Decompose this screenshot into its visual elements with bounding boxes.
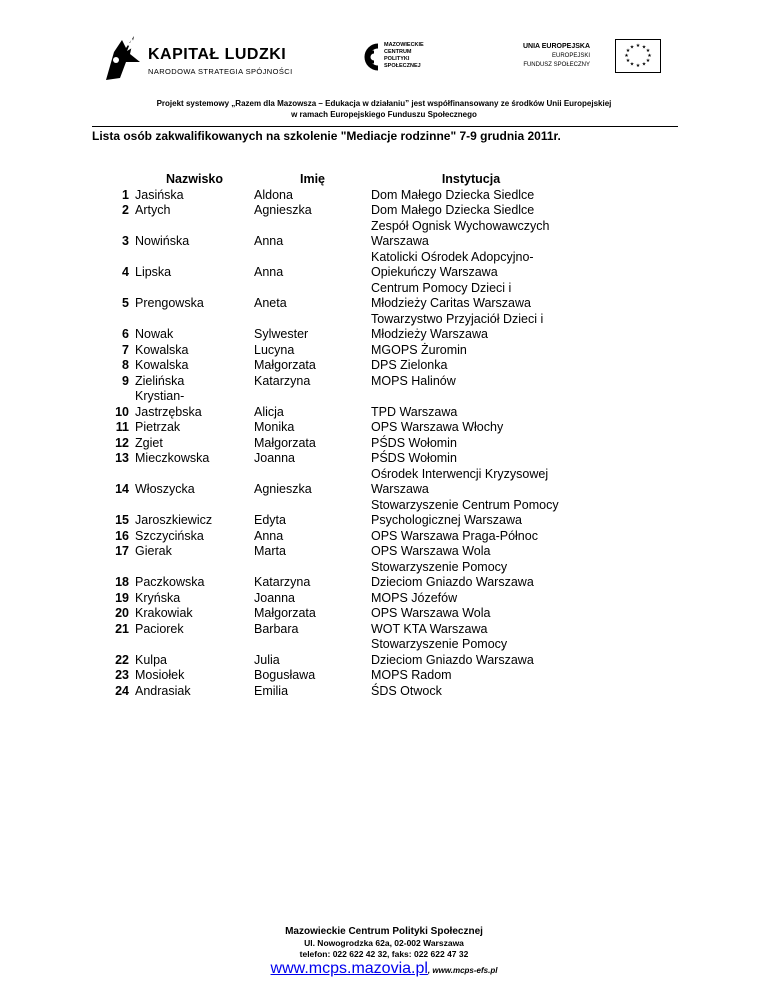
row-number (70, 622, 135, 638)
participants-table (70, 172, 571, 699)
row-institution-line: Psychologicznej Warszawa (371, 513, 522, 527)
row-number (70, 420, 135, 436)
row-institution-line: PŚDS Wołomin (371, 451, 457, 465)
row-surname-line: Szczycińska (135, 528, 204, 543)
mcps-logo (358, 42, 478, 82)
eu-fund-label-1: EUROPEJSKI (551, 53, 590, 59)
row-institution-line: Ośrodek Interwencji Kryzysowej (371, 466, 549, 481)
row-institution-line: PŚDS Wołomin (371, 435, 457, 450)
row-firstname-line: Joanna (254, 590, 296, 605)
table-row (70, 312, 571, 343)
row-number-line: 14 (115, 482, 129, 496)
table-row (70, 436, 571, 452)
row-number-line: 21 (115, 621, 129, 636)
row-institution-line: Zespół Ognisk Wychowawczych (371, 218, 550, 233)
row-institution (371, 312, 571, 343)
row-surname (135, 281, 254, 312)
row-number (70, 374, 135, 390)
row-firstname (254, 250, 371, 281)
row-number-line: 1 (122, 187, 129, 202)
row-surname-line: Prengowska (135, 296, 204, 310)
efs-website-link[interactable]: www.mcps-efs.pl (430, 966, 498, 975)
row-firstname (254, 420, 371, 436)
row-institution-line: Stowarzyszenie Centrum Pomocy (371, 497, 559, 512)
row-firstname (254, 467, 371, 498)
row-institution-line: Młodzieży Caritas Warszawa (371, 296, 531, 310)
row-number (70, 467, 135, 498)
row-firstname-line: Agnieszka (254, 203, 312, 217)
row-institution-line: Dom Małego Dziecka Siedlce (371, 187, 535, 202)
row-number-line: 7 (122, 342, 129, 357)
row-surname (135, 668, 254, 684)
row-surname-line: Zgiet (135, 435, 163, 450)
svg-text:★: ★ (625, 48, 631, 54)
kapital-ludzki-logo (100, 32, 300, 92)
row-institution (371, 451, 571, 467)
row-number-line: 6 (122, 327, 129, 341)
row-number-line: 23 (115, 668, 129, 682)
project-line-2: w ramach Europejskiego Funduszu Społecznego (291, 110, 477, 119)
row-number (70, 591, 135, 607)
row-institution (371, 498, 571, 529)
row-surname-line: Mieczkowska (135, 451, 210, 465)
table-row (70, 467, 571, 498)
table-row (70, 529, 571, 545)
kapital-ludzki-subtitle: NARODOWA STRATEGIA SPÓJNOŚCI (148, 67, 293, 76)
row-number (70, 451, 135, 467)
row-institution-line: Warszawa (371, 234, 429, 248)
row-number-line: 16 (115, 528, 129, 543)
row-firstname-line: Agnieszka (254, 482, 312, 496)
row-institution-line: Młodzieży Warszawa (371, 327, 488, 341)
project-info (0, 98, 768, 120)
row-institution-line: Dzieciom Gniazdo Warszawa (371, 652, 534, 667)
row-surname (135, 219, 254, 250)
row-surname (135, 250, 254, 281)
row-institution (371, 436, 571, 452)
footer (0, 925, 768, 978)
row-number (70, 389, 135, 420)
row-firstname-line: Małgorzata (254, 435, 316, 450)
row-number-line: 13 (115, 451, 129, 465)
row-surname (135, 358, 254, 374)
row-number (70, 203, 135, 219)
table-row (70, 389, 571, 420)
row-firstname-line: Lucyna (254, 342, 295, 357)
row-number (70, 498, 135, 529)
table-row (70, 668, 571, 684)
row-surname (135, 436, 254, 452)
table-row (70, 343, 571, 359)
mcps-line: POLITYKI (384, 56, 410, 62)
row-firstname (254, 312, 371, 343)
row-surname (135, 312, 254, 343)
row-institution (371, 358, 571, 374)
svg-text:★: ★ (647, 53, 652, 59)
row-number-line: 3 (122, 234, 129, 248)
row-institution-line: Stowarzyszenie Pomocy (371, 559, 508, 574)
row-number (70, 343, 135, 359)
row-surname-line: Krakowiak (135, 606, 193, 620)
row-surname-line: Zielińska (135, 373, 185, 388)
header-logos (0, 20, 768, 90)
row-surname-line: Mosiołek (135, 668, 185, 682)
table-row (70, 498, 571, 529)
row-number-line: 10 (115, 404, 129, 419)
row-number (70, 544, 135, 560)
eu-logo-text (523, 42, 590, 70)
row-institution (371, 389, 571, 420)
table-row (70, 420, 571, 436)
row-institution-line: OPS Warszawa Wola (371, 544, 491, 558)
row-number (70, 529, 135, 545)
mcps-line: CENTRUM (384, 49, 412, 55)
row-surname (135, 544, 254, 560)
row-number-line: 9 (122, 373, 129, 388)
svg-text:★: ★ (635, 43, 641, 49)
row-surname (135, 203, 254, 219)
row-surname (135, 188, 254, 204)
row-firstname (254, 358, 371, 374)
table-header-row (70, 172, 571, 188)
row-surname-line: Gierak (135, 544, 172, 558)
row-institution-line: MOPS Halinów (371, 373, 456, 388)
row-institution (371, 203, 571, 219)
row-institution (371, 560, 571, 591)
row-surname-line: Jasińska (135, 187, 184, 202)
row-firstname (254, 668, 371, 684)
row-firstname-line: Monika (254, 420, 295, 434)
link-separator: , (427, 966, 431, 975)
row-institution (371, 374, 571, 390)
row-institution (371, 281, 571, 312)
row-institution (371, 591, 571, 607)
row-institution (371, 420, 571, 436)
row-firstname-line: Katarzyna (254, 373, 311, 388)
row-institution (371, 668, 571, 684)
row-number-line: 24 (115, 683, 129, 698)
row-surname-line: Kryńska (135, 590, 181, 605)
row-number (70, 250, 135, 281)
table-row (70, 451, 571, 467)
project-line-1: Projekt systemowy „Razem dla Mazowsza – Edukacja w działaniu” jest współfinansowany ze środków Unii Europejskiej (156, 99, 612, 108)
row-firstname (254, 451, 371, 467)
row-number-line: 4 (122, 265, 129, 279)
row-firstname-line: Anna (254, 234, 284, 248)
row-number-line: 17 (115, 544, 129, 558)
row-surname-line: Paciorek (135, 621, 184, 636)
row-firstname (254, 560, 371, 591)
row-firstname (254, 436, 371, 452)
row-number-line: 19 (115, 590, 129, 605)
kapital-ludzki-emblem-icon (100, 32, 144, 82)
row-institution-line: Katolicki Ośrodek Adopcyjno- (371, 249, 534, 264)
row-surname-line: Andrasiak (135, 683, 191, 698)
row-surname-line: Artych (135, 203, 171, 217)
row-surname (135, 498, 254, 529)
row-number-line: 8 (122, 358, 129, 372)
row-institution-line: Dzieciom Gniazdo Warszawa (371, 575, 534, 589)
row-surname-line: Paczkowska (135, 575, 205, 589)
eu-logo (522, 42, 670, 82)
row-institution-line: Dom Małego Dziecka Siedlce (371, 203, 535, 217)
row-institution-line: TPD Warszawa (371, 404, 458, 419)
row-number (70, 358, 135, 374)
row-firstname-line: Bogusława (254, 668, 316, 682)
row-firstname (254, 203, 371, 219)
row-firstname-line: Aneta (254, 296, 287, 310)
row-number-line: 2 (122, 203, 129, 217)
mcps-emblem-icon (358, 42, 382, 72)
row-number (70, 281, 135, 312)
row-number-line: 22 (115, 652, 129, 667)
row-institution-line: WOT KTA Warszawa (371, 621, 488, 636)
row-institution (371, 188, 571, 204)
footer-org: Mazowieckie Centrum Polityki Społecznej (285, 926, 483, 937)
header-surname: Nazwisko (166, 172, 223, 186)
table-row (70, 544, 571, 560)
row-firstname (254, 529, 371, 545)
row-firstname-line: Sylwester (254, 327, 309, 341)
document-title: Lista osób zakwalifikowanych na szkolenie "Mediacje rodzinne" 7-9 grudnia 2011r. (92, 129, 561, 143)
row-surname-line: Kowalska (135, 358, 189, 372)
row-firstname-line: Aldona (254, 187, 293, 202)
row-institution-line: Stowarzyszenie Pomocy (371, 637, 508, 651)
row-number-line: 20 (115, 606, 129, 620)
row-institution-line: MOPS Radom (371, 668, 452, 682)
svg-text:★: ★ (625, 58, 631, 64)
row-surname (135, 637, 254, 668)
row-surname (135, 451, 254, 467)
table-row (70, 591, 571, 607)
row-number (70, 606, 135, 622)
row-firstname-line: Joanna (254, 451, 296, 465)
svg-text:★: ★ (629, 61, 635, 68)
eu-union-label: UNIA EUROPEJSKA (522, 43, 590, 50)
mcps-line: MAZOWIECKIE (384, 42, 424, 48)
row-firstname (254, 637, 371, 668)
row-institution (371, 467, 571, 498)
row-surname-line: Lipska (135, 265, 172, 279)
row-firstname (254, 188, 371, 204)
row-firstname (254, 281, 371, 312)
table-row (70, 622, 571, 638)
row-surname (135, 684, 254, 700)
row-firstname-line: Anna (254, 265, 284, 279)
table-row (70, 188, 571, 204)
row-surname-line: Włoszycka (135, 482, 195, 496)
row-surname (135, 606, 254, 622)
row-surname (135, 622, 254, 638)
row-number (70, 684, 135, 700)
row-surname (135, 560, 254, 591)
row-surname (135, 420, 254, 436)
row-surname-line: Jastrzębska (135, 404, 202, 419)
row-firstname (254, 219, 371, 250)
row-surname (135, 467, 254, 498)
row-surname (135, 374, 254, 390)
row-institution (371, 250, 571, 281)
row-number (70, 637, 135, 668)
footer-phone: telefon: 022 622 42 32, faks: 022 622 47 32 (299, 949, 469, 959)
row-surname-line: Kowalska (135, 342, 189, 357)
mcps-logo-text (384, 42, 424, 70)
row-surname-line: Jaroszkiewicz (135, 513, 213, 527)
row-institution-line: OPS Warszawa Włochy (371, 420, 504, 434)
kapital-ludzki-title: KAPITAŁ LUDZKI (148, 46, 287, 63)
row-institution-line: Opiekuńczy Warszawa (371, 265, 498, 279)
row-firstname (254, 374, 371, 390)
svg-text:★: ★ (641, 44, 647, 51)
row-firstname-line: Katarzyna (254, 575, 311, 589)
eu-fund-label-2: FUNDUSZ SPOŁECZNY (523, 62, 590, 68)
row-firstname (254, 606, 371, 622)
row-number (70, 436, 135, 452)
row-institution (371, 529, 571, 545)
row-institution-line: Warszawa (371, 482, 429, 496)
row-firstname-line: Małgorzata (254, 606, 316, 620)
table-row (70, 684, 571, 700)
table-row (70, 219, 571, 250)
row-number (70, 312, 135, 343)
row-institution-line: ŚDS Otwock (371, 683, 442, 698)
row-surname (135, 529, 254, 545)
row-surname-line: Pietrzak (135, 420, 181, 434)
row-number (70, 668, 135, 684)
row-firstname-line: Anna (254, 528, 284, 543)
row-institution (371, 622, 571, 638)
header-nr (70, 172, 135, 188)
table-row (70, 606, 571, 622)
row-institution-line: MOPS Józefów (371, 590, 458, 605)
row-number-line: 15 (115, 513, 129, 527)
row-firstname-line: Edyta (254, 513, 286, 527)
row-firstname-line: Emilia (254, 683, 289, 698)
table-row (70, 637, 571, 668)
row-firstname-line: Alicja (254, 404, 284, 419)
row-firstname (254, 544, 371, 560)
row-surname-line: Nowak (135, 327, 174, 341)
row-institution (371, 637, 571, 668)
row-firstname (254, 498, 371, 529)
row-surname (135, 343, 254, 359)
row-firstname-line: Barbara (254, 621, 299, 636)
header-divider (92, 126, 678, 127)
row-firstname (254, 591, 371, 607)
row-institution (371, 684, 571, 700)
row-firstname (254, 343, 371, 359)
footer-address: Ul. Nowogrodzka 62a, 02-002 Warszawa (304, 938, 464, 948)
row-institution-line: OPS Warszawa Praga-Północ (371, 528, 538, 543)
row-surname-line: Nowińska (135, 234, 190, 248)
header-institution: Instytucja (441, 172, 501, 186)
svg-text:★: ★ (624, 53, 629, 59)
row-firstname-line: Julia (254, 652, 280, 667)
svg-text:★: ★ (641, 61, 647, 68)
row-institution-line: DPS Zielonka (371, 358, 448, 372)
table-row (70, 281, 571, 312)
table-row (70, 374, 571, 390)
svg-text:★: ★ (635, 63, 641, 69)
row-number (70, 219, 135, 250)
row-firstname (254, 389, 371, 420)
svg-text:★: ★ (645, 58, 651, 64)
row-number (70, 560, 135, 591)
table-row (70, 560, 571, 591)
row-surname (135, 389, 254, 420)
row-number-line: 11 (115, 420, 129, 434)
row-institution (371, 343, 571, 359)
eu-flag-icon (615, 39, 661, 73)
row-institution (371, 544, 571, 560)
svg-text:★: ★ (629, 44, 635, 51)
footer-links (0, 960, 768, 978)
table-row (70, 203, 571, 219)
row-firstname-line: Marta (254, 544, 286, 558)
row-institution-line: OPS Warszawa Wola (371, 606, 491, 620)
row-firstname-line: Małgorzata (254, 358, 316, 372)
row-surname-line: Krystian- (135, 389, 185, 403)
row-number-line: 18 (115, 575, 129, 589)
row-firstname (254, 622, 371, 638)
table-row (70, 250, 571, 281)
row-number-line: 5 (122, 296, 129, 310)
row-institution-line: MGOPS Żuromin (371, 342, 467, 357)
row-surname-line: Kulpa (135, 652, 167, 667)
svg-text:★: ★ (645, 48, 651, 54)
row-institution-line: Centrum Pomocy Dzieci i (371, 280, 512, 295)
row-institution (371, 219, 571, 250)
row-firstname (254, 684, 371, 700)
table-row (70, 358, 571, 374)
header-firstname: Imię (299, 172, 325, 186)
row-institution (371, 606, 571, 622)
mcps-line: SPOŁECZNEJ (384, 63, 421, 69)
row-number (70, 188, 135, 204)
website-link[interactable]: www.mcps.mazovia.pl (270, 960, 428, 977)
row-institution-line: Towarzystwo Przyjaciół Dzieci i (371, 311, 544, 326)
row-surname (135, 591, 254, 607)
row-number-line: 12 (115, 435, 129, 450)
